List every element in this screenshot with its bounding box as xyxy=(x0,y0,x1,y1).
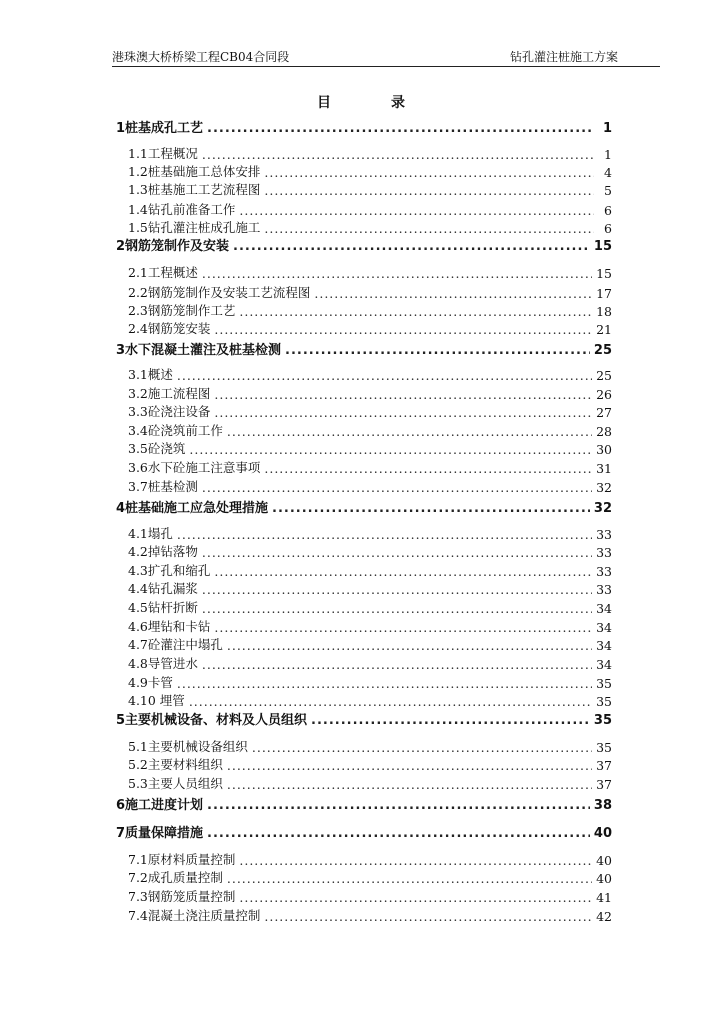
toc-page-number: 27 xyxy=(596,405,612,420)
toc-page-number: 33 xyxy=(596,564,612,579)
toc-title-char-1: 目 xyxy=(317,95,333,111)
toc-dot-leader xyxy=(202,582,592,597)
toc-entry-label: 4.4钻孔漏浆 xyxy=(128,581,198,596)
toc-entry-label: 1.3桩基施工工艺流程图 xyxy=(128,182,261,197)
toc-page-number: 42 xyxy=(596,909,612,924)
toc-section-entry[interactable] xyxy=(128,908,612,924)
toc-dot-leader xyxy=(239,853,592,868)
toc-page-number: 5 xyxy=(604,183,612,198)
toc-section-entry[interactable] xyxy=(128,182,612,198)
toc-section-entry[interactable] xyxy=(128,479,612,495)
toc-entry-label: 7.1原材料质量控制 xyxy=(128,852,236,867)
toc-section-entry[interactable] xyxy=(128,285,612,301)
toc-entry-label: 7.2成孔质量控制 xyxy=(128,870,223,885)
toc-section-entry[interactable] xyxy=(128,404,612,420)
toc-section-entry[interactable] xyxy=(128,460,612,476)
toc-dot-leader xyxy=(202,657,592,672)
toc-page-number: 33 xyxy=(596,545,612,560)
toc-page-number: 26 xyxy=(596,387,612,402)
toc-entry-label: 4.2掉钻落物 xyxy=(128,544,198,559)
toc-section-entry[interactable] xyxy=(128,852,612,868)
toc-entry-label: 1.1工程概况 xyxy=(128,146,198,161)
toc-dot-leader xyxy=(202,266,592,281)
toc-chapter-entry[interactable] xyxy=(116,500,612,516)
toc-dot-leader xyxy=(202,480,592,495)
toc-entry-label: 4.8导管进水 xyxy=(128,656,198,671)
toc-section-entry[interactable] xyxy=(128,600,612,616)
header-document-title: 钻孔灌注桩施工方案 xyxy=(509,50,618,64)
toc-page-number: 34 xyxy=(596,657,612,672)
toc-page-number: 6 xyxy=(604,203,612,218)
toc-entry-label: 3.7桩基检测 xyxy=(128,479,198,494)
toc-section-entry[interactable] xyxy=(128,386,612,402)
toc-page-number: 6 xyxy=(604,221,612,236)
toc-entry-label: 2.3钢筋笼制作工艺 xyxy=(128,303,236,318)
toc-dot-leader xyxy=(189,442,592,457)
toc-section-entry[interactable] xyxy=(128,423,612,439)
toc-dot-leader xyxy=(311,713,590,728)
toc-page-number: 40 xyxy=(596,853,612,868)
toc-dot-leader xyxy=(207,121,594,136)
toc-entry-label: 1桩基成孔工艺 xyxy=(116,121,204,136)
toc-dot-leader xyxy=(227,777,592,792)
toc-entry-label: 1.5钻孔灌注桩成孔施工 xyxy=(128,220,261,235)
toc-chapter-entry[interactable] xyxy=(116,120,612,136)
toc-dot-leader xyxy=(202,147,594,162)
toc-page-number: 34 xyxy=(596,638,612,653)
toc-page-number: 37 xyxy=(596,758,612,773)
toc-page-number: 4 xyxy=(604,165,612,180)
toc-entry-label: 2钢筋笼制作及安装 xyxy=(116,239,230,254)
toc-page-number: 32 xyxy=(596,480,612,495)
toc-page-number: 35 xyxy=(596,676,612,691)
toc-page-number: 28 xyxy=(596,424,612,439)
toc-entry-label: 5.1主要机械设备组织 xyxy=(128,739,248,754)
toc-entry-label: 3水下混凝土灌注及桩基检测 xyxy=(116,343,282,358)
toc-page-number: 25 xyxy=(596,368,612,383)
toc-page-number: 34 xyxy=(596,601,612,616)
toc-entry-label: 3.2施工流程图 xyxy=(128,386,211,401)
toc-entry-label: 4.10 埋管 xyxy=(128,693,185,708)
toc-chapter-entry[interactable] xyxy=(116,825,612,841)
toc-dot-leader xyxy=(207,798,590,813)
toc-page-number: 40 xyxy=(593,826,612,841)
toc-dot-leader xyxy=(314,286,592,301)
toc-dot-leader xyxy=(227,871,592,886)
toc-section-entry[interactable] xyxy=(128,889,612,905)
toc-dot-leader xyxy=(227,638,592,653)
toc-dot-leader xyxy=(239,304,592,319)
toc-dot-leader xyxy=(252,740,592,755)
toc-title-char-2: 录 xyxy=(391,95,407,111)
toc-entry-label: 4.5钻杆折断 xyxy=(128,600,198,615)
toc-chapter-entry[interactable] xyxy=(116,342,612,358)
toc-dot-leader xyxy=(214,322,592,337)
toc-section-entry[interactable] xyxy=(128,441,612,457)
toc-dot-leader xyxy=(214,564,592,579)
toc-page-number: 33 xyxy=(596,527,612,542)
toc-entry-label: 7.4混凝土浇注质量控制 xyxy=(128,908,261,923)
toc-entry-label: 4.3扩孔和缩孔 xyxy=(128,563,211,578)
toc-page-number: 37 xyxy=(596,777,612,792)
toc-entry-label: 1.4钻孔前准备工作 xyxy=(128,202,236,217)
toc-section-entry[interactable] xyxy=(128,220,612,236)
toc-entry-label: 4桩基础施工应急处理措施 xyxy=(116,501,269,516)
toc-entry-label: 2.2钢筋笼制作及安装工艺流程图 xyxy=(128,285,311,300)
toc-dot-leader xyxy=(264,461,592,476)
toc-dot-leader xyxy=(264,221,594,236)
toc-page-number: 25 xyxy=(593,343,612,358)
toc-dot-leader xyxy=(264,183,594,198)
toc-section-entry[interactable] xyxy=(128,870,612,886)
toc-section-entry[interactable] xyxy=(128,146,612,162)
toc-section-entry[interactable] xyxy=(128,637,612,653)
toc-section-entry[interactable] xyxy=(128,739,612,755)
toc-entry-label: 3.6水下砼施工注意事项 xyxy=(128,460,261,475)
toc-dot-leader xyxy=(214,620,592,635)
toc-section-entry[interactable] xyxy=(128,526,612,542)
toc-entry-label: 2.4钢筋笼安装 xyxy=(128,321,211,336)
toc-entry-label: 4.1塌孔 xyxy=(128,526,173,541)
toc-dot-leader xyxy=(285,343,590,358)
toc-section-entry[interactable] xyxy=(128,303,612,319)
toc-page-number: 18 xyxy=(596,304,612,319)
toc-dot-leader xyxy=(233,239,590,254)
toc-page-number: 1 xyxy=(602,121,612,136)
toc-dot-leader xyxy=(177,676,592,691)
toc-entry-label: 4.9卡管 xyxy=(128,675,173,690)
toc-page-number: 17 xyxy=(596,286,612,301)
toc-page-number: 35 xyxy=(596,694,612,709)
toc-entry-label: 3.5砼浇筑 xyxy=(128,441,186,456)
toc-entry-label: 1.2桩基础施工总体安排 xyxy=(128,164,261,179)
toc-section-entry[interactable] xyxy=(128,675,612,691)
toc-dot-leader xyxy=(239,203,594,218)
toc-page-number: 33 xyxy=(596,582,612,597)
toc-entry-label: 3.4砼浇筑前工作 xyxy=(128,423,223,438)
toc-page-number: 15 xyxy=(593,239,612,254)
toc-chapter-entry[interactable] xyxy=(116,238,612,254)
toc-section-entry[interactable] xyxy=(128,693,612,709)
toc-entry-label: 6施工进度计划 xyxy=(116,798,204,813)
toc-entry-label: 5.3主要人员组织 xyxy=(128,776,223,791)
toc-page-number: 41 xyxy=(596,890,612,905)
toc-entry-label: 4.6埋钻和卡钻 xyxy=(128,619,211,634)
toc-page-number: 35 xyxy=(593,713,612,728)
toc-section-entry[interactable] xyxy=(128,321,612,337)
toc-page-number: 21 xyxy=(596,322,612,337)
toc-entry-label: 5.2主要材料组织 xyxy=(128,757,223,772)
toc-section-entry[interactable] xyxy=(128,757,612,773)
toc-entry-label: 3.3砼浇注设备 xyxy=(128,404,211,419)
toc-section-entry[interactable] xyxy=(128,619,612,635)
toc-section-entry[interactable] xyxy=(128,544,612,560)
toc-page-number: 35 xyxy=(596,740,612,755)
toc-page-number: 31 xyxy=(596,461,612,476)
toc-page-number: 30 xyxy=(596,442,612,457)
toc-dot-leader xyxy=(239,890,592,905)
toc-dot-leader xyxy=(214,405,592,420)
toc-section-entry[interactable] xyxy=(128,563,612,579)
toc-section-entry[interactable] xyxy=(128,265,612,281)
toc-dot-leader xyxy=(177,527,592,542)
toc-dot-leader xyxy=(272,501,590,516)
toc-dot-leader xyxy=(202,601,592,616)
toc-entry-label: 7.3钢筋笼质量控制 xyxy=(128,889,236,904)
toc-page-number: 34 xyxy=(596,620,612,635)
header-project-name: 港珠澳大桥桥梁工程CB04合同段 xyxy=(112,50,290,64)
toc-dot-leader xyxy=(227,758,592,773)
toc-chapter-entry[interactable] xyxy=(116,797,612,813)
toc-section-entry[interactable] xyxy=(128,202,612,218)
toc-page-number: 1 xyxy=(604,147,612,162)
toc-dot-leader xyxy=(264,909,592,924)
toc-entry-label: 4.7砼灌注中塌孔 xyxy=(128,637,223,652)
toc-entry-label: 2.1工程概述 xyxy=(128,265,198,280)
toc-page-number: 40 xyxy=(596,871,612,886)
toc-section-entry[interactable] xyxy=(128,164,612,180)
toc-dot-leader xyxy=(214,387,592,402)
toc-entry-label: 5主要机械设备、材料及人员组织 xyxy=(116,713,308,728)
toc-dot-leader xyxy=(189,694,592,709)
toc-page-number: 15 xyxy=(596,266,612,281)
toc-section-entry[interactable] xyxy=(128,656,612,672)
toc-page-number: 38 xyxy=(593,798,612,813)
toc-section-entry[interactable] xyxy=(128,776,612,792)
toc-section-entry[interactable] xyxy=(128,581,612,597)
toc-dot-leader xyxy=(202,545,592,560)
toc-page-number: 32 xyxy=(593,501,612,516)
toc-dot-leader xyxy=(227,424,592,439)
toc-chapter-entry[interactable] xyxy=(116,712,612,728)
toc-section-entry[interactable] xyxy=(128,367,612,383)
toc-dot-leader xyxy=(264,165,594,180)
toc-entry-label: 3.1概述 xyxy=(128,367,173,382)
toc-dot-leader xyxy=(207,826,590,841)
toc-dot-leader xyxy=(177,368,592,383)
toc-entry-label: 7质量保障措施 xyxy=(116,826,204,841)
